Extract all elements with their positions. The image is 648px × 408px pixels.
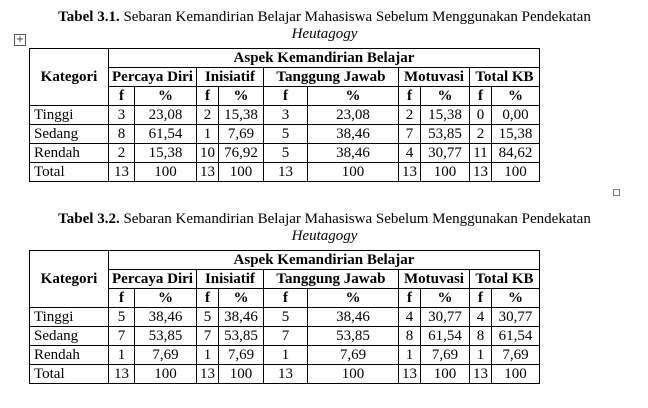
aspect-group-header: Aspek Kemandirian Belajar (109, 49, 540, 68)
table-cell: 100 (218, 365, 263, 384)
header-row (30, 49, 540, 68)
table-cell: 38,46 (307, 308, 398, 327)
caption-label: Tabel 3.2. (58, 211, 120, 227)
sub-header-f: f (263, 87, 307, 106)
sub-header-percent: % (491, 87, 539, 106)
table-row (30, 144, 540, 163)
table-cell: 2 (469, 125, 491, 144)
table-cell: 76,92 (218, 144, 263, 163)
table-cell: 84,62 (491, 144, 539, 163)
table-cell: 2 (398, 106, 420, 125)
table-cell: 0 (469, 106, 491, 125)
table-cell: 53,85 (135, 327, 197, 346)
row-label: Total (30, 163, 109, 182)
table-cell: 61,54 (420, 327, 469, 346)
table-cell: 3 (263, 106, 307, 125)
sub-header-percent: % (420, 87, 469, 106)
sub-header-percent: % (420, 289, 469, 308)
table-cell: 5 (263, 125, 307, 144)
table-cell: 38,46 (135, 308, 197, 327)
aspect-group-header: Aspek Kemandirian Belajar (109, 251, 540, 270)
table-cell: 30,77 (420, 308, 469, 327)
table-cell: 2 (196, 106, 218, 125)
table-cell: 4 (398, 308, 420, 327)
table-cell: 8 (109, 125, 135, 144)
table-cell: 1 (263, 346, 307, 365)
sub-header-f: f (469, 87, 491, 106)
table-row (30, 308, 540, 327)
table-row (30, 327, 540, 346)
table-cell: 53,85 (218, 327, 263, 346)
table-cell: 0,00 (491, 106, 539, 125)
aspect-header: Inisiatif (196, 68, 263, 87)
table-cell: 7 (109, 327, 135, 346)
aspect-header: Tanggung Jawab (263, 68, 398, 87)
table-cell: 1 (196, 125, 218, 144)
table-cell: 61,54 (491, 327, 539, 346)
aspect-header: Motuvasi (398, 68, 469, 87)
row-label: Total (30, 365, 109, 384)
aspect-header: Total KB (469, 270, 539, 289)
sub-header-f: f (263, 289, 307, 308)
table-cell: 15,38 (420, 106, 469, 125)
table-row (30, 365, 540, 384)
table-cell: 23,08 (135, 106, 197, 125)
table-cell: 100 (218, 163, 263, 182)
table-cell: 5 (263, 144, 307, 163)
table-cell: 13 (263, 365, 307, 384)
table-cell: 8 (469, 327, 491, 346)
table-cell: 53,85 (307, 327, 398, 346)
table-cell: 100 (307, 163, 398, 182)
table-cell: 3 (109, 106, 135, 125)
table-caption (17, 9, 632, 43)
table-cell: 13 (469, 365, 491, 384)
table-cell: 38,46 (307, 125, 398, 144)
table-cell: 53,85 (420, 125, 469, 144)
table-cell: 100 (491, 163, 539, 182)
sub-header-f: f (469, 289, 491, 308)
table-row (30, 163, 540, 182)
table-cell: 13 (398, 365, 420, 384)
table-cell: 15,38 (135, 144, 197, 163)
table-cell: 100 (420, 163, 469, 182)
aspect-header: Inisiatif (196, 270, 263, 289)
caption-text: Sebaran Kemandirian Belajar Mahasiswa Sebelum Menggunakan Pendekatan (123, 211, 591, 227)
table-cell: 13 (469, 163, 491, 182)
table-resize-handle[interactable] (613, 189, 620, 196)
table-cell: 13 (109, 365, 135, 384)
table-cell: 15,38 (491, 125, 539, 144)
table-cell: 38,46 (307, 144, 398, 163)
caption-italic: Heutagogy (291, 26, 358, 42)
table-cell: 1 (398, 346, 420, 365)
sub-header-percent: % (307, 289, 398, 308)
table-cell: 2 (109, 144, 135, 163)
table-cell: 38,46 (218, 308, 263, 327)
sub-header-f: f (109, 289, 135, 308)
table-cell: 7,69 (135, 346, 197, 365)
row-label: Sedang (30, 327, 109, 346)
table-cell: 100 (307, 365, 398, 384)
table-cell: 30,77 (491, 308, 539, 327)
kategori-header: Kategori (30, 251, 109, 308)
aspect-header: Percaya Diri (109, 68, 197, 87)
sub-header-f: f (109, 87, 135, 106)
table-cell: 61,54 (135, 125, 197, 144)
table-cell: 30,77 (420, 144, 469, 163)
table-caption (17, 211, 632, 245)
aspect-header: Percaya Diri (109, 270, 197, 289)
table-cell: 100 (135, 365, 197, 384)
data-table (29, 250, 540, 384)
table-row (30, 125, 540, 144)
data-table (29, 48, 540, 182)
table-cell: 100 (135, 163, 197, 182)
aspect-header: Motuvasi (398, 270, 469, 289)
table-cell: 4 (469, 308, 491, 327)
table-cell: 15,38 (218, 106, 263, 125)
table-row (30, 106, 540, 125)
table-cell: 10 (196, 144, 218, 163)
table-cell: 8 (398, 327, 420, 346)
table-cell: 4 (398, 144, 420, 163)
table-row (30, 346, 540, 365)
kategori-header: Kategori (30, 49, 109, 106)
table-move-handle-icon[interactable]: + (15, 34, 25, 45)
sub-header-percent: % (218, 289, 263, 308)
sub-header-percent: % (135, 289, 197, 308)
table-cell: 13 (196, 365, 218, 384)
table-cell: 7 (196, 327, 218, 346)
aspect-header: Total KB (469, 68, 539, 87)
table-cell: 13 (196, 163, 218, 182)
header-row (30, 251, 540, 270)
sub-header-f: f (398, 289, 420, 308)
table-cell: 7,69 (307, 346, 398, 365)
table-cell: 23,08 (307, 106, 398, 125)
row-label: Rendah (30, 144, 109, 163)
caption-text: Sebaran Kemandirian Belajar Mahasiswa Sebelum Menggunakan Pendekatan (123, 9, 591, 25)
sub-header-percent: % (135, 87, 197, 106)
row-label: Sedang (30, 125, 109, 144)
table-cell: 7,69 (218, 346, 263, 365)
table-cell: 7,69 (218, 125, 263, 144)
table-cell: 7 (263, 327, 307, 346)
sub-header-percent: % (491, 289, 539, 308)
table-cell: 5 (196, 308, 218, 327)
table-cell: 1 (196, 346, 218, 365)
sub-header-percent: % (218, 87, 263, 106)
sub-header-percent: % (307, 87, 398, 106)
table-cell: 1 (469, 346, 491, 365)
table-cell: 5 (263, 308, 307, 327)
table-cell: 13 (263, 163, 307, 182)
caption-label: Tabel 3.1. (58, 9, 120, 25)
table-cell: 7 (398, 125, 420, 144)
table-cell: 5 (109, 308, 135, 327)
caption-italic: Heutagogy (291, 228, 358, 244)
sub-header-f: f (196, 87, 218, 106)
aspect-header: Tanggung Jawab (263, 270, 398, 289)
sub-header-f: f (196, 289, 218, 308)
table-cell: 100 (491, 365, 539, 384)
table-cell: 1 (109, 346, 135, 365)
row-label: Tinggi (30, 308, 109, 327)
table-cell: 7,69 (420, 346, 469, 365)
table-cell: 7,69 (491, 346, 539, 365)
table-cell: 13 (109, 163, 135, 182)
table-cell: 100 (420, 365, 469, 384)
table-cell: 13 (398, 163, 420, 182)
row-label: Tinggi (30, 106, 109, 125)
table-cell: 11 (469, 144, 491, 163)
row-label: Rendah (30, 346, 109, 365)
sub-header-f: f (398, 87, 420, 106)
